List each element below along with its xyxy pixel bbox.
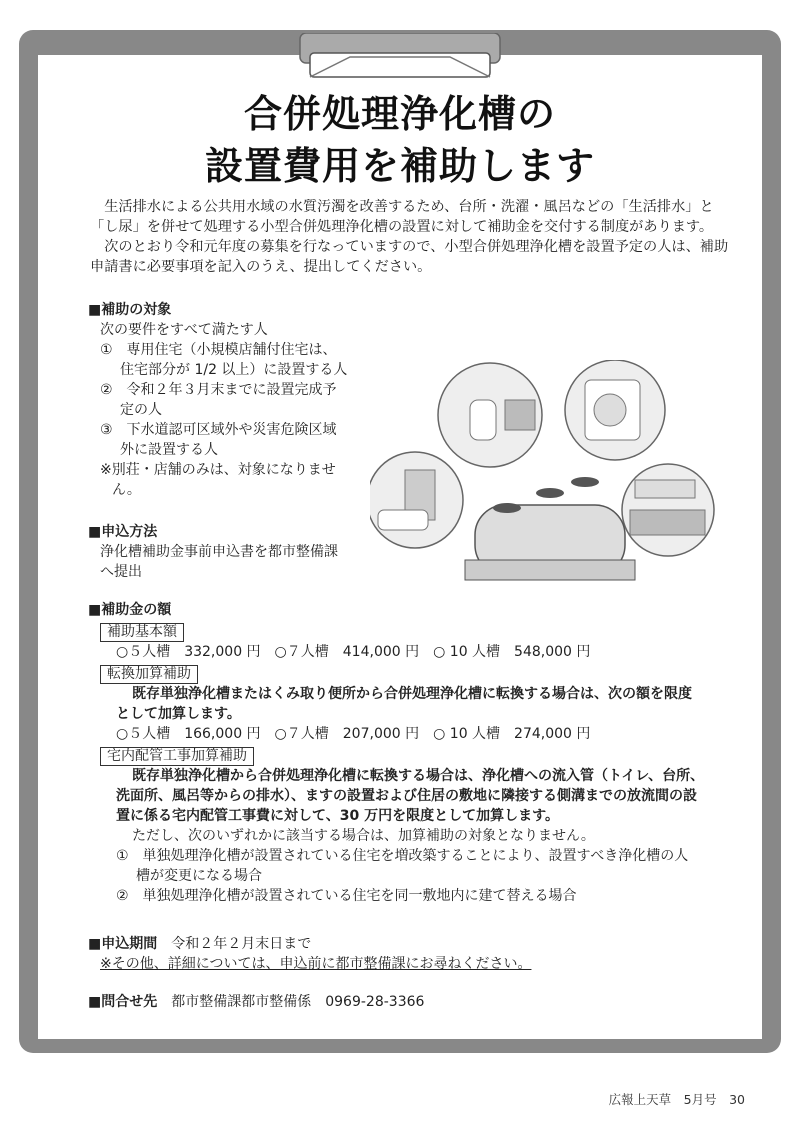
page-title	[38, 88, 762, 192]
target-lead: 次の要件をすべて満たす人	[100, 322, 268, 338]
target-item: ① 専用住宅（小規模店舗付住宅は、	[100, 342, 337, 358]
apply-heading: ■ 申込方法	[88, 522, 378, 542]
intro-text	[90, 197, 730, 277]
contact-value: 都市整備課都市整備係 0969-28-3366	[171, 994, 425, 1010]
period-section	[88, 934, 531, 974]
apply-section	[88, 522, 378, 582]
washing-machine-circle-icon	[565, 360, 665, 460]
convert-text: として加算します。	[116, 706, 241, 722]
period-note: ※その他、詳細については、申込前に都市整備課にお尋ねください。	[100, 956, 532, 972]
pipe-exception: 槽が変更になる場合	[136, 868, 262, 884]
target-section	[88, 300, 378, 500]
contact-section	[88, 992, 424, 1012]
septic-tank-illustration	[370, 360, 715, 600]
apply-text: へ提出	[100, 564, 142, 580]
pipe-text: 置に係る宅内配管工事費に対して、30 万円を限度として加算します。	[116, 808, 559, 824]
target-note-cont: ん。	[112, 482, 141, 498]
page-footer: 広報上天草 5月号 30	[608, 1092, 745, 1107]
pipe-exception: ① 単独処理浄化槽が設置されている住宅を増改築することにより、設置すべき浄化槽の人	[116, 848, 689, 864]
intro-paragraph-1: 生活排水による公共用水域の水質汚濁を改善するため、台所・洗濯・風呂などの「生活排水」と「し尿」を併せて処理する小型合併処理浄化槽の設置に対して補助金を交付する制度があります。	[90, 199, 714, 235]
toilet-circle-icon	[438, 363, 542, 467]
title-line-1: 合併処理浄化槽の	[243, 92, 556, 136]
basic-amounts: ○５人槽 332,000 円 ○７人槽 414,000 円 ○ 10 人槽 548,000 円	[116, 644, 591, 660]
amount-heading: ■ 補助金の額	[88, 600, 728, 620]
convert-tag: 転換加算補助	[100, 665, 198, 684]
convert-text: 既存単独浄化槽またはくみ取り便所から合併処理浄化槽に転換する場合は、次の額を限度	[132, 686, 692, 702]
pipe-text: ただし、次のいずれかに該当する場合は、加算補助の対象となりません。	[132, 828, 595, 844]
amount-section	[88, 600, 728, 906]
target-item: ② 令和２年３月末までに設置完成予	[100, 382, 337, 398]
bathroom-circle-icon	[370, 452, 463, 548]
target-item: 外に設置する人	[120, 442, 218, 458]
apply-text: 浄化槽補助金事前申込書を都市整備課	[100, 544, 338, 560]
basic-amount-tag: 補助基本額	[100, 623, 184, 642]
period-value: 令和２年２月末日まで	[171, 936, 312, 952]
target-item: 定の人	[120, 402, 162, 418]
period-heading: ■ 申込期間	[88, 936, 157, 952]
target-item: 住宅部分が 1/2 以上）に設置する人	[120, 362, 348, 378]
title-line-2: 設置費用を補助します	[204, 144, 595, 188]
pipe-text: 既存単独浄化槽から合併処理浄化槽に転換する場合は、浄化槽への流入管（トイレ、台所、	[132, 768, 705, 784]
target-note: ※別荘・店舗のみは、対象になりませ	[100, 462, 336, 478]
pipe-tag: 宅内配管工事加算補助	[100, 747, 254, 766]
kitchen-circle-icon	[622, 464, 714, 556]
contact-heading: ■ 問合せ先	[88, 994, 157, 1010]
convert-amounts: ○５人槽 166,000 円 ○７人槽 207,000 円 ○ 10 人槽 274,000 円	[116, 726, 591, 742]
septic-tank-icon	[465, 477, 635, 580]
clip-icon	[290, 33, 510, 79]
target-item: ③ 下水道認可区域外や災害危険区域	[100, 422, 337, 438]
target-heading: ■ 補助の対象	[88, 300, 378, 320]
pipe-text: 洗面所、風呂等からの排水）、ますの設置および住居の敷地に隣接する側溝までの放流間の設	[116, 788, 697, 804]
intro-paragraph-2: 次のとおり令和元年度の募集を行なっていますので、小型合併処理浄化槽を設置予定の人は、補助申請書に必要事項を記入のうえ、提出してください。	[90, 239, 729, 275]
pipe-exception: ② 単独処理浄化槽が設置されている住宅を同一敷地内に建て替える場合	[116, 888, 577, 904]
